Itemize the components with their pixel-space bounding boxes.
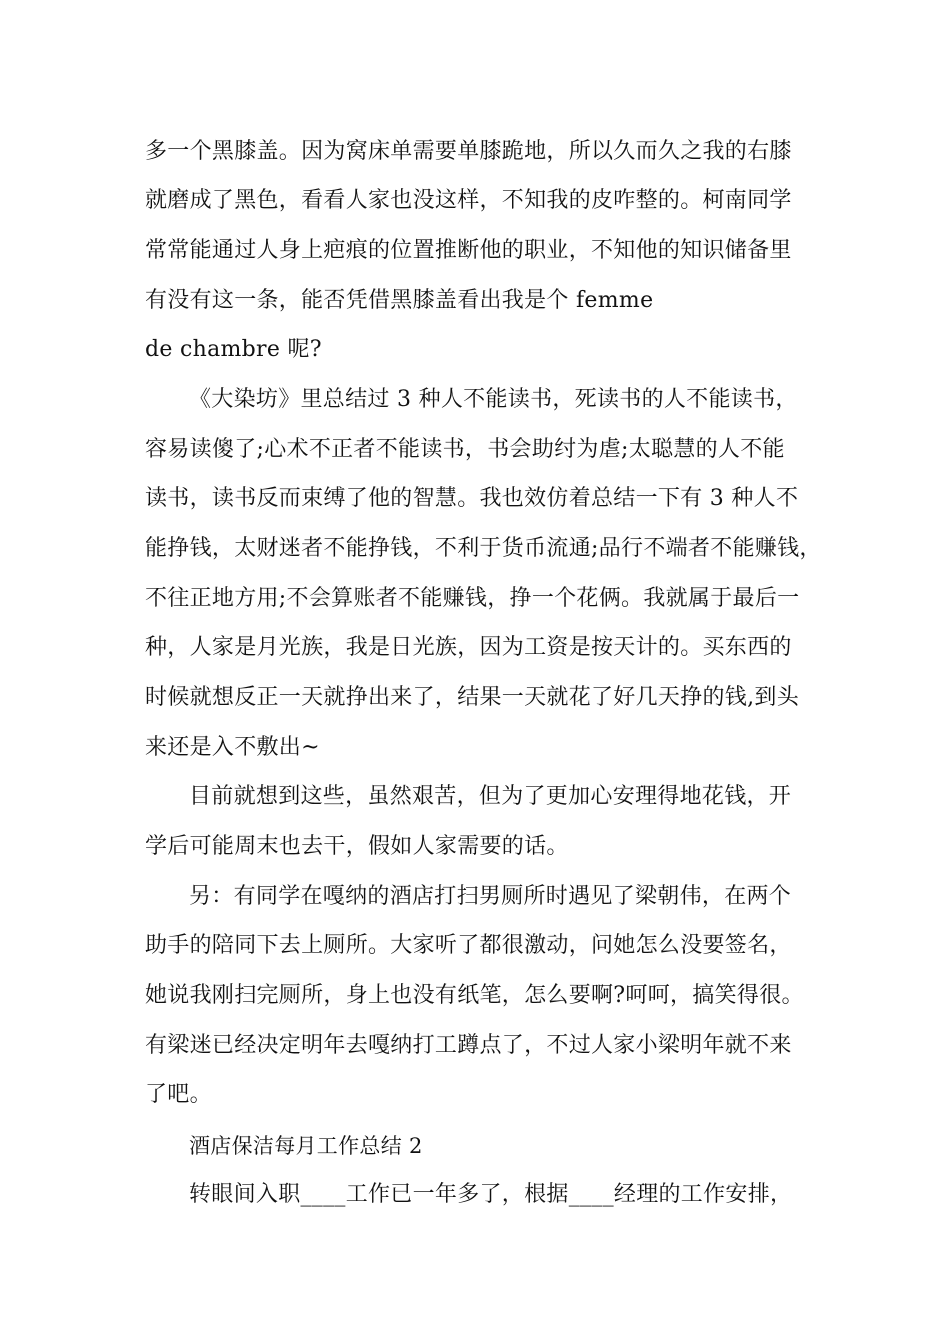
paragraph-2-line-8: 来还是入不敷出~ [145,735,320,760]
paragraph-4-line-1: 另：有同学在嘎纳的酒店打扫男厕所时遇见了梁朝伟，在两个 [189,884,792,909]
paragraph-2-line-4: 能挣钱，太财迷者不能挣钱，不利于货币流通;品行不端者不能赚钱， [145,536,822,561]
section-heading: 酒店保洁每月工作总结 2 [189,1134,423,1158]
paragraph-5-line-1: 转眼间入职____工作已一年多了，根据____经理的工作安排， [189,1182,793,1207]
text-line-2: 就磨成了黑色，看看人家也没这样，不知我的皮咋整的。柯南同学 [145,188,792,213]
paragraph-3-line-2: 学后可能周末也去干，假如人家需要的话。 [145,834,569,859]
paragraph-2-line-3: 读书，读书反而束缚了他的智慧。我也效仿着总结一下有 3 种人不 [145,486,799,511]
paragraph-4-line-2: 助手的陪同下去上厕所。大家听了都很激动，问她怎么没要签名， [145,933,792,958]
text-line-3: 常常能通过人身上疤痕的位置推断他的职业，不知他的知识储备里 [145,238,792,263]
paragraph-2-line-1: 《大染坊》里总结过 3 种人不能读书，死读书的人不能读书， [189,387,798,412]
text-line-4: 有没有这一条，能否凭借黑膝盖看出我是个 femme [145,288,654,313]
paragraph-2-line-6: 种，人家是月光族，我是日光族，因为工资是按天计的。买东西的 [145,635,792,660]
paragraph-2-line-7: 时候就想反正一天就挣出来了，结果一天就花了好几天挣的钱,到头 [145,685,799,710]
text-line-1: 多一个黑膝盖。因为窝床单需要单膝跪地，所以久而久之我的右膝 [145,139,792,164]
paragraph-2-line-2: 容易读傻了;心术不正者不能读书，书会助纣为虐;太聪慧的人不能 [145,437,785,462]
text-line-5: de chambre 呢? [145,337,322,362]
paragraph-2-line-5: 不往正地方用;不会算账者不能赚钱，挣一个花俩。我就属于最后一 [145,586,800,611]
paragraph-4-line-4: 有梁迷已经决定明年去嘎纳打工蹲点了，不过人家小梁明年就不来 [145,1033,792,1058]
paragraph-4-line-3: 她说我刚扫完厕所，身上也没有纸笔，怎么要啊?呵呵，搞笑得很。 [145,983,804,1008]
paragraph-4-line-5: 了吧。 [145,1082,212,1107]
paragraph-3-line-1: 目前就想到这些，虽然艰苦，但为了更加心安理得地花钱，开 [189,784,792,809]
